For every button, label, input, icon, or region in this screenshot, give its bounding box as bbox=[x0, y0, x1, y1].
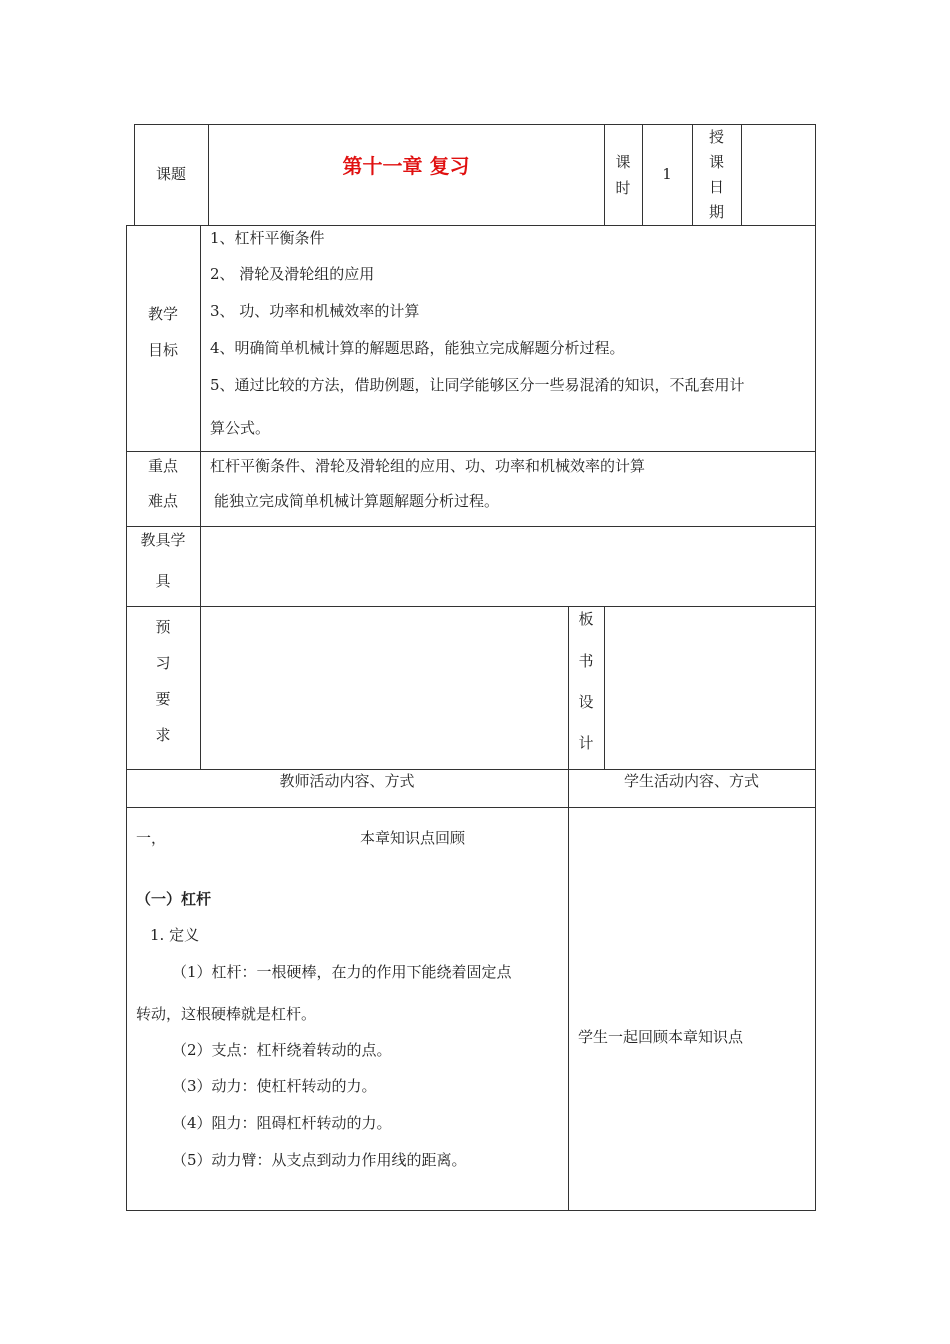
preview-label: 要 bbox=[155, 690, 171, 708]
section-title: 本章知识点回顾 bbox=[360, 829, 466, 847]
border bbox=[815, 124, 816, 1211]
page-title: 第十一章 复习 bbox=[342, 154, 470, 178]
border bbox=[126, 606, 816, 607]
period-value: 1 bbox=[662, 165, 672, 183]
border bbox=[126, 807, 816, 808]
content-line: （1）杠杆：一根硬棒，在力的作用下能绕着固定点 bbox=[172, 963, 512, 981]
preview-label: 习 bbox=[155, 654, 171, 672]
border bbox=[604, 606, 605, 769]
date-label: 期 bbox=[708, 203, 724, 221]
objective-item: 5、通过比较的方法，借助例题，让同学能够区分一些易混淆的知识，不乱套用计 bbox=[210, 376, 745, 394]
tools-label: 教具学 bbox=[140, 531, 186, 549]
period-label: 课 bbox=[615, 153, 631, 171]
objectives-label: 目标 bbox=[147, 341, 178, 359]
date-label: 授 bbox=[708, 128, 724, 146]
period-label: 时 bbox=[615, 179, 631, 197]
student-activity-text: 学生一起回顾本章知识点 bbox=[578, 1028, 744, 1046]
section-number: 一， bbox=[136, 829, 167, 847]
content-line: （2）支点：杠杆绕着转动的点。 bbox=[172, 1041, 392, 1059]
content-line: 转动，这根硬棒就是杠杆。 bbox=[136, 1005, 317, 1023]
border bbox=[126, 451, 816, 452]
border bbox=[604, 124, 605, 225]
key-points-label: 难点 bbox=[147, 492, 178, 510]
content-line: （3）动力：使杠杆转动的力。 bbox=[172, 1077, 377, 1095]
objectives-label: 教学 bbox=[147, 305, 178, 323]
subsection-heading: （一）杠杆 bbox=[136, 890, 212, 908]
border bbox=[126, 1210, 816, 1211]
content-line: （4）阻力：阻碍杠杆转动的力。 bbox=[172, 1114, 392, 1132]
preview-label: 预 bbox=[155, 618, 171, 636]
key-point-item: 能独立完成简单机械计算题解题分析过程。 bbox=[214, 492, 500, 510]
objective-item: 1、杠杆平衡条件 bbox=[210, 229, 325, 247]
border bbox=[741, 124, 742, 225]
preview-label: 求 bbox=[155, 726, 171, 744]
objective-item: 3、 功、功率和机械效率的计算 bbox=[210, 302, 420, 320]
border bbox=[134, 124, 816, 125]
key-points-label: 重点 bbox=[147, 457, 178, 475]
key-point-item: 杠杆平衡条件、滑轮及滑轮组的应用、功、功率和机械效率的计算 bbox=[210, 457, 646, 475]
topic-label: 课题 bbox=[155, 165, 186, 183]
student-activity-header: 学生活动内容、方式 bbox=[623, 772, 759, 790]
definition-heading: 1. 定义 bbox=[150, 926, 200, 944]
border bbox=[126, 225, 127, 1211]
teacher-activity-header: 教师活动内容、方式 bbox=[279, 772, 415, 790]
board-label: 书 bbox=[578, 652, 594, 670]
border bbox=[126, 225, 816, 226]
objective-item: 2、 滑轮及滑轮组的应用 bbox=[210, 265, 375, 283]
board-label: 设 bbox=[578, 693, 594, 711]
board-label: 板 bbox=[578, 610, 594, 628]
board-label: 计 bbox=[578, 734, 594, 752]
tools-label: 具 bbox=[155, 572, 171, 590]
border bbox=[126, 769, 816, 770]
objective-item: 算公式。 bbox=[210, 419, 271, 437]
border bbox=[200, 225, 201, 769]
objective-item: 4、明确简单机械计算的解题思路，能独立完成解题分析过程。 bbox=[210, 339, 625, 357]
border bbox=[126, 526, 816, 527]
content-line: （5）动力臂：从支点到动力作用线的距离。 bbox=[172, 1151, 467, 1169]
date-label: 课 bbox=[708, 153, 724, 171]
date-label: 日 bbox=[708, 178, 724, 196]
